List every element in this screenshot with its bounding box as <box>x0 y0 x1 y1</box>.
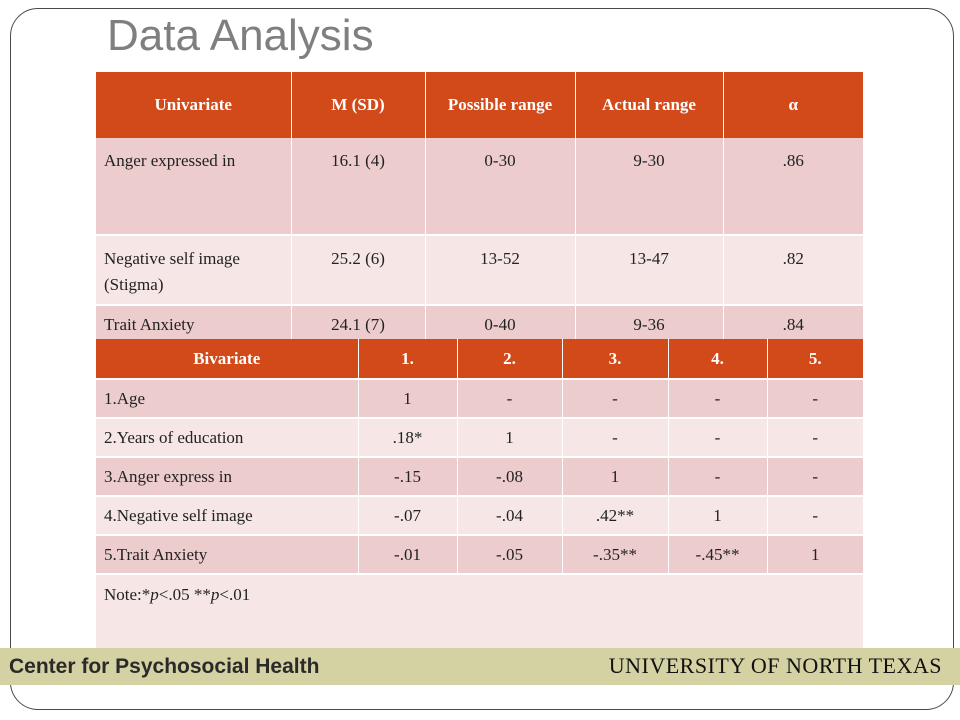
row-label: 4.Negative self image <box>96 496 358 535</box>
note-mid: <.05 ** <box>158 585 211 604</box>
table-cell: 25.2 (6) <box>291 235 425 305</box>
table-cell: 1 <box>668 496 767 535</box>
table-cell: - <box>767 418 863 457</box>
table-cell: 16.1 (4) <box>291 138 425 235</box>
footer-center-name: Center for Psychosocial Health <box>9 655 320 678</box>
table-cell: - <box>767 457 863 496</box>
univariate-header-row <box>96 72 863 138</box>
footer-university-logo: UNIVERSITY OF NORTH TEXAS <box>608 653 942 678</box>
table-row <box>96 418 863 457</box>
header-mean-sd: M (SD) <box>291 72 425 138</box>
table-cell: - <box>767 379 863 418</box>
table-row <box>96 457 863 496</box>
row-label: 3.Anger express in <box>96 457 358 496</box>
table-cell: -.35** <box>562 535 668 574</box>
table-cell: 9-30 <box>575 138 723 235</box>
table-cell: - <box>668 457 767 496</box>
header-col-2: 2. <box>457 339 562 379</box>
table-cell: 0-30 <box>425 138 575 235</box>
table-row <box>96 496 863 535</box>
table-cell: - <box>767 496 863 535</box>
header-possible-range: Possible range <box>425 72 575 138</box>
header-actual-range: Actual range <box>575 72 723 138</box>
table-cell: .18* <box>358 418 457 457</box>
table-row <box>96 235 863 305</box>
table-cell: -.01 <box>358 535 457 574</box>
note-suffix: <.01 <box>219 585 251 604</box>
table-cell: -.08 <box>457 457 562 496</box>
table-cell: -.04 <box>457 496 562 535</box>
table-cell: 13-52 <box>425 235 575 305</box>
table-cell: 0-40 <box>425 305 575 344</box>
row-label: 2.Years of education <box>96 418 358 457</box>
table-cell: 24.1 (7) <box>291 305 425 344</box>
bivariate-table <box>96 339 863 649</box>
table-row <box>96 138 863 235</box>
univariate-table <box>96 72 863 344</box>
header-col-1: 1. <box>358 339 457 379</box>
note-p-symbol: p <box>210 585 220 604</box>
note-prefix: Note:* <box>104 585 151 604</box>
row-label: 5.Trait Anxiety <box>96 535 358 574</box>
header-col-4: 4. <box>668 339 767 379</box>
table-note <box>96 574 863 649</box>
table-cell: 9-36 <box>575 305 723 344</box>
table-cell: -.15 <box>358 457 457 496</box>
slide-title: Data Analysis <box>107 11 374 60</box>
table-cell: -.07 <box>358 496 457 535</box>
table-cell: .86 <box>723 138 863 235</box>
footer-bar <box>0 648 960 685</box>
row-label: 1.Age <box>96 379 358 418</box>
table-note-row <box>96 574 863 649</box>
row-label: Anger expressed in <box>96 138 291 235</box>
row-label: Trait Anxiety <box>96 305 291 344</box>
row-label: Negative self image (Stigma) <box>96 235 291 305</box>
header-col-3: 3. <box>562 339 668 379</box>
table-cell: 1 <box>562 457 668 496</box>
table-row <box>96 535 863 574</box>
table-cell: - <box>457 379 562 418</box>
table-cell: .82 <box>723 235 863 305</box>
header-alpha: α <box>723 72 863 138</box>
table-cell: - <box>668 379 767 418</box>
table-cell: -.05 <box>457 535 562 574</box>
header-col-5: 5. <box>767 339 863 379</box>
table-cell: - <box>668 418 767 457</box>
table-cell: .84 <box>723 305 863 344</box>
header-univariate: Univariate <box>96 72 291 138</box>
table-cell: 1 <box>358 379 457 418</box>
table-cell: -.45** <box>668 535 767 574</box>
table-row <box>96 379 863 418</box>
bivariate-header-row <box>96 339 863 379</box>
header-bivariate: Bivariate <box>96 339 358 379</box>
table-cell: .42** <box>562 496 668 535</box>
table-cell: 1 <box>767 535 863 574</box>
table-cell: - <box>562 418 668 457</box>
table-cell: 1 <box>457 418 562 457</box>
table-cell: 13-47 <box>575 235 723 305</box>
note-p-symbol: p <box>150 585 159 604</box>
table-cell: - <box>562 379 668 418</box>
